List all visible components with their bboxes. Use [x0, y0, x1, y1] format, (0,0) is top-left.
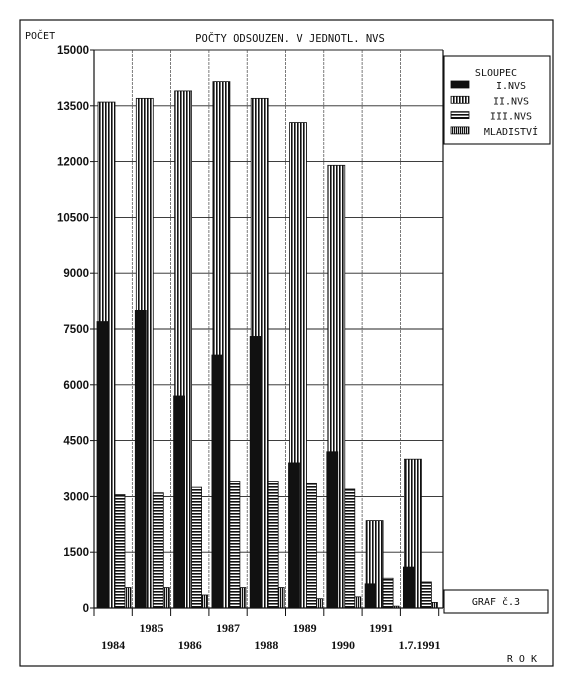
bar-iii-nvs-1990	[345, 489, 355, 608]
legend-title: SLOUPEC	[474, 68, 518, 79]
x-tick-label: 1.7.1991	[398, 638, 441, 652]
legend	[444, 56, 550, 144]
y-tick-label: 0	[82, 603, 89, 615]
y-tick-label: 6000	[63, 379, 89, 392]
bar-iii-nvs-1989	[307, 483, 317, 608]
legend-label: I.NVS	[495, 81, 527, 92]
x-tick-labels	[101, 621, 440, 652]
bar-i-nvs-1986	[174, 396, 185, 608]
bar-i-nvs-1985	[135, 310, 146, 608]
bar-iii-nvs-1985	[153, 493, 163, 608]
bar-iii-nvs-1984	[115, 495, 125, 608]
x-tick-label: 1988	[254, 638, 279, 652]
bar-mladistvi-1-7-1991	[431, 602, 437, 608]
bar-mladistvi-1986	[202, 595, 208, 608]
x-tick-label: 1990	[330, 638, 355, 652]
bar-mladistvi-1987	[240, 588, 246, 608]
x-tick-label: 1986	[177, 638, 202, 652]
x-tick-label: 1984	[101, 638, 126, 652]
y-tick-label: 3000	[63, 491, 89, 504]
legend-swatch	[451, 112, 469, 119]
x-axis-label: R O K	[506, 654, 537, 665]
y-tick-label: 13500	[57, 100, 89, 113]
legend-label: MLADISTVÍ	[483, 126, 539, 138]
y-tick-label: 10500	[57, 212, 89, 225]
legend-swatch	[451, 81, 469, 88]
bar-mladistvi-1984	[125, 588, 131, 608]
bar-iii-nvs-1988	[268, 482, 278, 608]
y-tick-label: 1500	[63, 547, 89, 560]
x-tick-label: 1985	[139, 621, 164, 635]
legend-label: II.NVS	[492, 96, 530, 108]
x-tick-label: 1987	[216, 621, 241, 635]
x-tick-label: 1991	[369, 621, 394, 635]
y-tick-label: 15000	[57, 45, 89, 57]
bar-mladistvi-1988	[278, 588, 284, 608]
bar-iii-nvs-1-7-1991	[421, 582, 431, 608]
y-tick-label: 9000	[63, 268, 89, 281]
bar-i-nvs-1988	[250, 336, 261, 608]
bar-i-nvs-1984	[97, 322, 108, 608]
bar-iii-nvs-1991	[383, 578, 393, 608]
y-tick-labels	[57, 45, 89, 615]
bar-mladistvi-1985	[163, 588, 169, 608]
bar-i-nvs-1991	[365, 584, 376, 608]
chart-title: POČTY ODSOUZEN. V JEDNOTL. NVS	[195, 33, 385, 45]
bar-iii-nvs-1987	[230, 482, 240, 608]
bar-mladistvi-1989	[317, 599, 323, 608]
bar-iii-nvs-1986	[192, 487, 202, 608]
y-axis-label: POČET	[25, 31, 56, 42]
legend-swatch	[451, 127, 469, 134]
y-tick-label: 7500	[63, 324, 89, 336]
legend-swatch	[451, 96, 469, 103]
bar-i-nvs-1-7-1991	[403, 567, 414, 608]
bar-i-nvs-1987	[212, 355, 223, 608]
bars	[97, 82, 437, 608]
x-tick-label: 1989	[292, 621, 317, 635]
figure-label-text: GRAF č.3	[471, 597, 521, 608]
y-tick-label: 12000	[57, 156, 89, 169]
y-tick-label: 4500	[63, 435, 89, 448]
bar-i-nvs-1990	[327, 452, 338, 608]
bar-mladistvi-1990	[355, 597, 361, 608]
bar-i-nvs-1989	[289, 463, 300, 608]
legend-label: III.NVS	[489, 111, 533, 123]
figure-label	[444, 590, 548, 613]
